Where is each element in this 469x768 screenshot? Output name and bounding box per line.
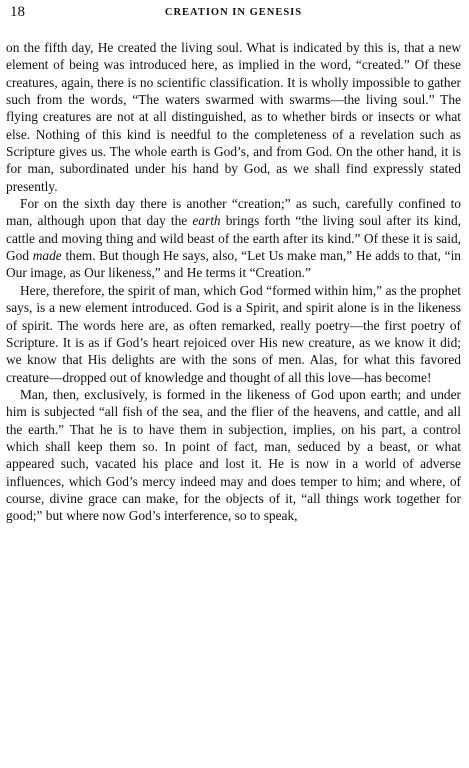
paragraph-4 <box>6 386 461 525</box>
body-text <box>6 39 461 525</box>
text-run: them. But though He says, also, “Let Us make man,” He adds to that, “in Our image, as Our likeness,” and He terms it “Creation.” <box>6 248 461 281</box>
paragraph-2 <box>6 195 461 282</box>
text-run: on the fifth day, He created the living soul. What is indicated by this is, that a new element of being was introduced here, as implied in the word, “created.” Of these creatures, again, there is no scientific classification. It is wholly impossible to gather such from the words, “The waters swarmed with swarms—the living soul.” The flying creatures are not at all distinguished, as to whether birds or insects or what else. Nothing of this kind is needful to the completeness of a revelation such as Scripture gives us. The whole earth is God’s, and from God. On the other hand, it is for man, subordinated under his hand by God, as we shall find expressly stated presently. <box>6 40 461 194</box>
paragraph-3 <box>6 282 461 386</box>
italic-word-earth: earth <box>192 213 221 229</box>
page-number: 18 <box>10 4 25 20</box>
text-run: For on the sixth day there is another “creation;” as such, carefully confined to man, although upon that day the <box>6 196 461 229</box>
italic-word-made: made <box>32 248 62 264</box>
text-run: brings forth “the living soul after its kind, cattle and moving thing and wild beast of the earth after its kind.” Of these it is said, God <box>6 213 462 264</box>
paragraph-1 <box>6 39 461 195</box>
page-header <box>6 4 461 26</box>
text-run: Man, then, exclusively, is formed in the likeness of God upon earth; and under him is subjected “all fish of the sea, and the flier of the heavens, and cattle, and all the earth.” That he is to have them in subjection, implies, on his part, a control which shall keep them so. In point of fact, man, seduced by a beast, or what appeared such, vacated his place and lost it. He is now in a world of adverse influences, which God’s mercy indeed may and does temper to him; and where, of course, divine grace can make, for the objects of it, “all things work together for good;” but where now God’s interference, so to speak, <box>6 386 461 524</box>
running-title: CREATION IN GENESIS <box>164 7 303 18</box>
text-run: Here, therefore, the spirit of man, which God “formed within him,” as the prophet says, is a new element introduced. God is a Spirit, and spirit alone is in the likeness of spirit. The words here are, as often remarked, really poetry—the first poetry of Scripture. It is as if God’s heart rejoiced over His new creature, as we know it did; we know that His delights are with the sons of men. Alas, for what this favored creature—dropped out of knowledge and thought of all this love—has become! <box>6 282 461 385</box>
